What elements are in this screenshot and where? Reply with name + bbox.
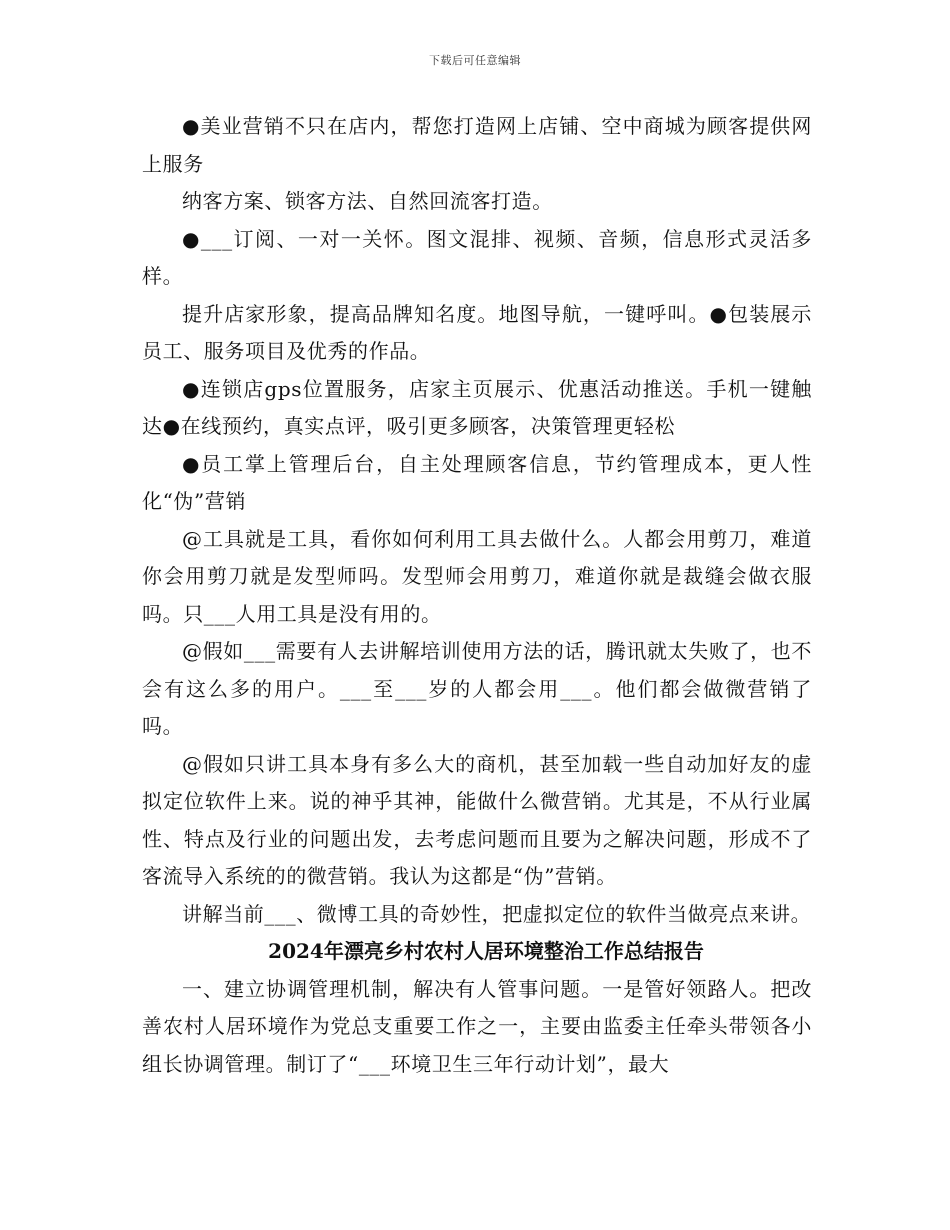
paragraph: ●美业营销不只在店内，帮您打造网上店铺、空中商城为顾客提供网上服务 — [142, 114, 812, 176]
paragraph: 一、建立协调管理机制，解决有人管事问题。一是管好领路人。把改善农村人居环境作为党总支重要工作之一，主要由监委主任牵头带领各小组长协调管理。制订了“___环境卫生三年行动计划”，最大 — [142, 976, 812, 1076]
page-header: 下载后可任意编辑 — [429, 54, 521, 67]
paragraph: @工具就是工具，看你如何利用工具去做什么。人都会用剪刀，难道你会用剪刀就是发型师吗。发型师会用剪刀，难道你就是裁缝会做衣服吗。只___人用工具是没有用的。 — [142, 526, 812, 626]
paragraph: 提升店家形象，提高品牌知名度。地图导航，一键呼叫。●包装展示员工、服务项目及优秀的作品。 — [142, 301, 812, 363]
paragraph: 讲解当前___、微博工具的奇妙性，把虚拟定位的软件当做亮点来讲。 — [182, 901, 812, 926]
paragraph: 纳客方案、锁客方法、自然回流客打造。 — [182, 189, 553, 213]
paragraph: ●连锁店gps位置服务，店家主页展示、优惠活动推送。手机一键触达●在线预约，真实点评，吸引更多顾客，决策管理更轻松 — [142, 376, 812, 438]
paragraph: ●___订阅、一对一关怀。图文混排、视频、音频，信息形式灵活多样。 — [142, 226, 812, 288]
paragraph: @假如___需要有人去讲解培训使用方法的话，腾讯就太失败了，也不会有这么多的用户。___至___岁的人都会用___。他们都会做微营销了吗。 — [142, 639, 812, 738]
paragraph: ●员工掌上管理后台，自主处理顾客信息，节约管理成本，更人性化“伪”营销 — [142, 451, 812, 513]
paragraph: @假如只讲工具本身有多么大的商机，甚至加载一些自动加好友的虚拟定位软件上来。说的神乎其神，能做什么微营销。尤其是，不从行业属性、特点及行业的问题出发，去考虑问题而且要为之解决问题，形成不了客流导入系统的的微营销。我认为这都是“伪”营销。 — [142, 751, 812, 888]
document-body — [142, 108, 812, 1083]
section-title: 2024年漂亮乡村农村人居环境整治工作总结报告 — [268, 939, 704, 963]
